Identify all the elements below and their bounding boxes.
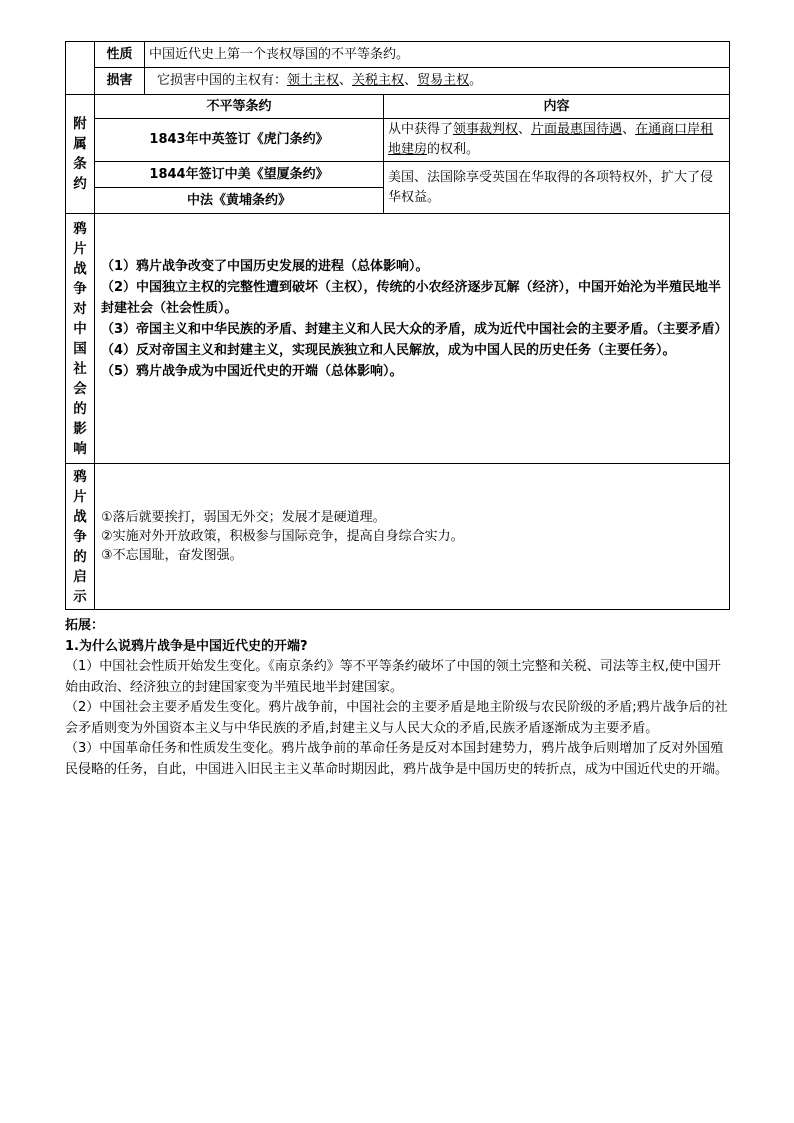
content-prefix: 从中获得了 <box>388 122 454 137</box>
extension-paragraph: （2）中国社会主要矛盾发生变化。鸦片战争前，中国社会的主要矛盾是地主阶级与农民阶级的矛盾;鸦片战争后的社会矛盾则变为外国资本主义与中华民族的矛盾,封建主义与人民大众的矛盾,民族矛盾逐渐成为主要矛盾。 <box>65 700 728 736</box>
side-char: 影 <box>73 420 87 437</box>
treaty-humen: 1843年中英签订《虎门条约》 <box>95 119 384 162</box>
treaty-wangxia: 1844年签订中美《望厦条约》 <box>95 162 384 188</box>
damage-suffix: 。 <box>469 73 483 88</box>
blank-side-cell <box>66 42 95 95</box>
damage-item: 贸易主权 <box>417 73 470 88</box>
side-char: 片 <box>73 240 87 257</box>
side-char: 响 <box>73 440 87 457</box>
content-wangxia-huangpu: 美国、法国除享受英国在华取得的各项特权外，扩大了侵华权益。 <box>384 162 730 214</box>
effect-item: （5）鸦片战争成为中国近代史的开端（总体影响）。 <box>101 364 403 379</box>
damage-row <box>66 68 730 95</box>
side-char: 附 <box>73 116 87 132</box>
side-char: 中 <box>73 320 87 337</box>
extension-heading: 拓展： <box>65 618 105 633</box>
damage-text <box>145 68 730 95</box>
content-suffix: 的权利。 <box>427 142 480 157</box>
effect-item: （2）中国独立主权的完整性遭到破坏（主权），传统的小农经济逐步瓦解（经济），中国开始沦为半殖民地半封建社会（社会性质）。 <box>101 280 722 316</box>
extension-section <box>65 616 729 780</box>
nature-row <box>66 42 730 68</box>
content-humen <box>384 119 730 162</box>
lesson-item: ③不忘国耻，奋发图强。 <box>101 548 243 563</box>
lessons-row <box>66 464 730 610</box>
privilege-item: 在通商口岸租地建房 <box>388 122 714 157</box>
side-char: 争 <box>73 528 87 545</box>
separator: 、 <box>404 73 418 88</box>
side-char: 战 <box>73 260 87 277</box>
side-char: 会 <box>73 380 87 397</box>
side-char: 鸦 <box>73 468 87 485</box>
lessons-content <box>95 464 730 610</box>
side-char: 片 <box>73 488 87 505</box>
side-char: 的 <box>73 548 87 565</box>
treaty-column-header: 不平等条约 <box>95 95 384 119</box>
side-char: 战 <box>73 508 87 525</box>
side-char: 国 <box>73 340 87 357</box>
annexed-header-row <box>66 95 730 119</box>
side-char: 约 <box>73 176 87 192</box>
annexed-side-label <box>66 95 95 214</box>
extension-paragraph: （3）中国革命任务和性质发生变化。鸦片战争前的革命任务是反对本国封建势力，鸦片战争后则增加了反对外国殖民侵略的任务，自此，中国进入旧民主主义革命时期因此，鸦片战争是中国历史的转折点，成为中国近代史的开端。 <box>65 741 729 777</box>
separator: 、 <box>339 73 353 88</box>
effects-row <box>66 214 730 464</box>
privilege-item: 片面最惠国待遇 <box>531 122 623 137</box>
opium-war-table <box>65 41 730 610</box>
effects-side-label <box>66 214 95 464</box>
effect-item: （4）反对帝国主义和封建主义，实现民族独立和人民解放，成为中国人民的历史任务（主要任务）。 <box>101 343 676 358</box>
damage-label: 损害 <box>95 68 145 95</box>
content-column-header: 内容 <box>384 95 730 119</box>
annexed-row-humen <box>66 119 730 162</box>
extension-paragraph: （1）中国社会性质开始发生变化。《南京条约》等不平等条约破坏了中国的领土完整和关税、司法等主权,使中国开始由政治、经济独立的封建国家变为半殖民地半封建国家。 <box>65 659 721 695</box>
nature-label: 性质 <box>95 42 145 68</box>
side-char: 属 <box>73 136 87 152</box>
lesson-item: ②实施对外开放政策，积极参与国际竞争，提高自身综合实力。 <box>101 529 464 544</box>
side-char: 鸦 <box>73 220 87 237</box>
annexed-row-wangxia <box>66 162 730 188</box>
damage-prefix: 它损害中国的主权有： <box>157 73 288 88</box>
side-char: 示 <box>73 588 87 605</box>
side-char: 的 <box>73 400 87 417</box>
nature-text: 中国近代史上第一个丧权辱国的不平等条约。 <box>145 42 730 68</box>
treaty-huangpu: 中法《黄埔条约》 <box>95 188 384 214</box>
effect-item: （1）鸦片战争改变了中国历史发展的进程（总体影响）。 <box>101 259 429 274</box>
damage-item: 领土主权 <box>287 73 340 88</box>
separator: 、 <box>622 122 636 137</box>
side-char: 社 <box>73 360 87 377</box>
side-char: 争 <box>73 280 87 297</box>
extension-question: 1.为什么说鸦片战争是中国近代史的开端? <box>65 638 308 654</box>
side-char: 条 <box>73 156 87 172</box>
side-char: 对 <box>73 300 87 317</box>
damage-item: 关税主权 <box>352 73 405 88</box>
effects-content <box>95 214 730 464</box>
privilege-item: 领事裁判权 <box>453 122 519 137</box>
lessons-side-label <box>66 464 95 610</box>
effect-item: （3）帝国主义和中华民族的矛盾、封建主义和人民大众的矛盾，成为近代中国社会的主要矛盾。（主要矛盾） <box>101 322 728 337</box>
separator: 、 <box>518 122 532 137</box>
lesson-item: ①落后就要挨打，弱国无外交；发展才是硬道理。 <box>101 510 386 525</box>
side-char: 启 <box>73 568 87 585</box>
